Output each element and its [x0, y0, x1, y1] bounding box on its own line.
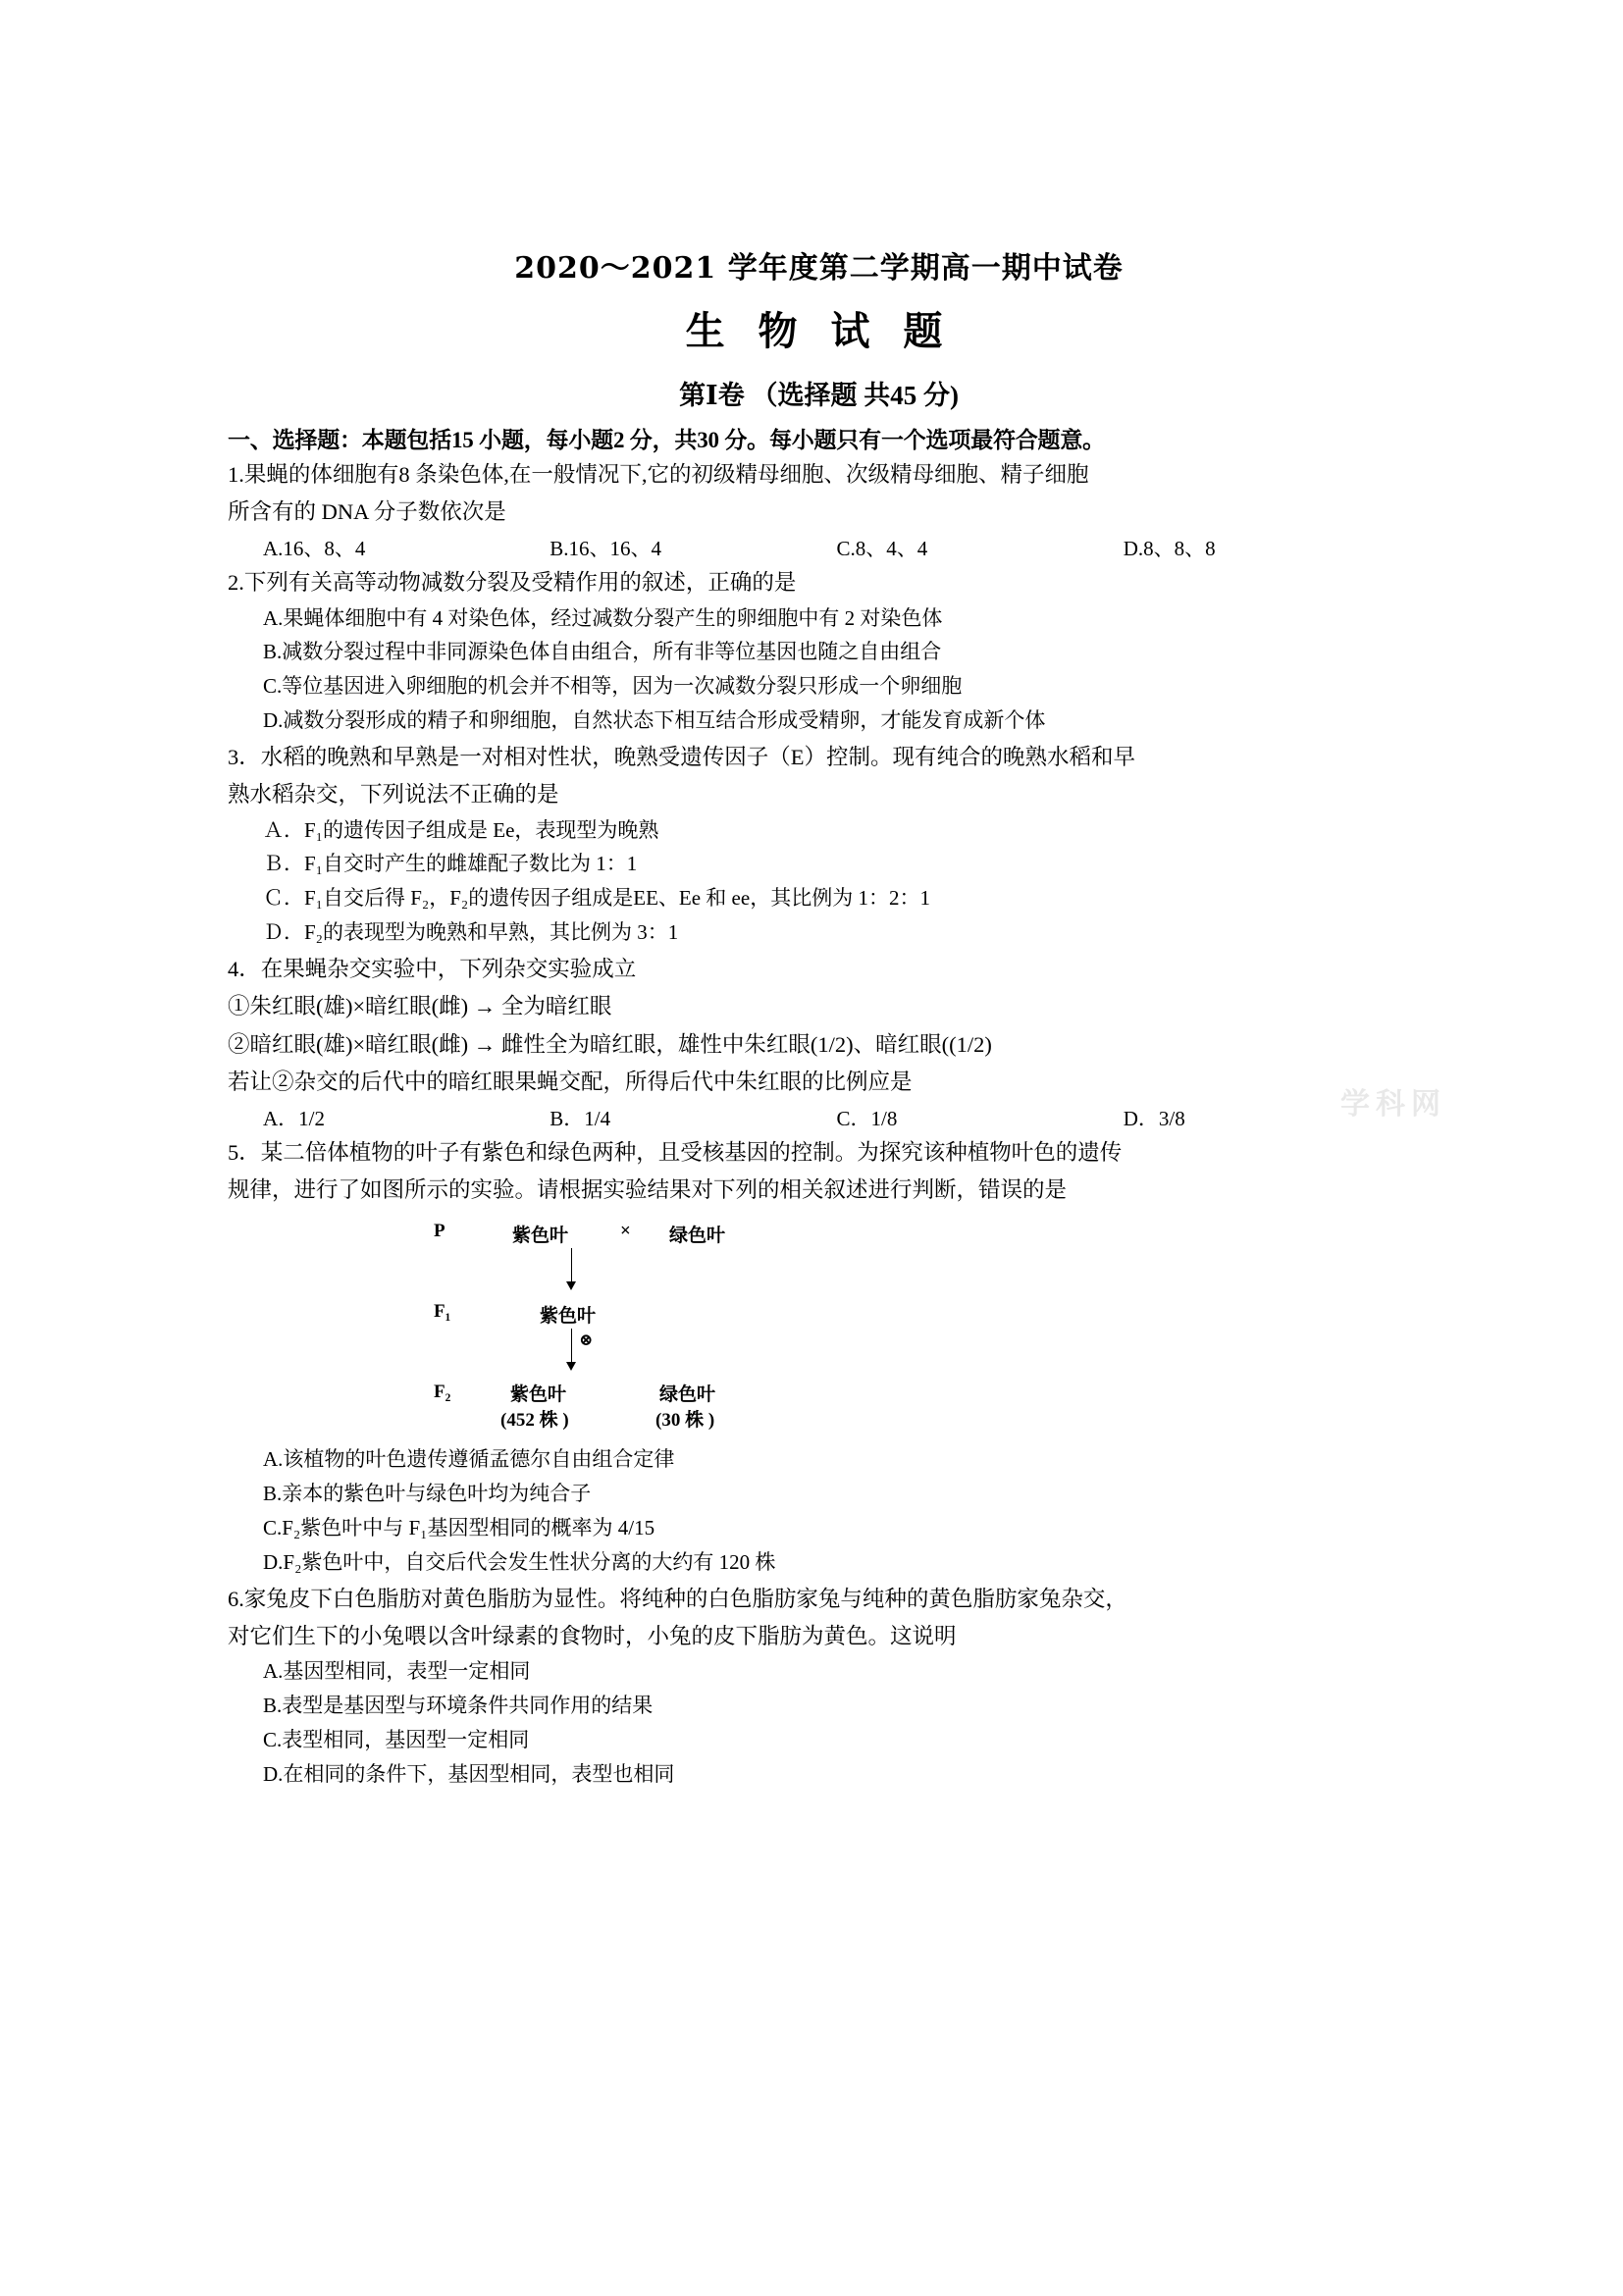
question-stem-line: 1.果蝇的体细胞有8 条染色体,在一般情况下,它的初级精母细胞、次级精母细胞、精子细胞: [228, 462, 1089, 487]
f1-purple-leaf: 紫色叶: [540, 1306, 597, 1328]
cross-symbol: ×: [620, 1221, 631, 1242]
option-d[interactable]: D.在相同的条件下，基因型相同，表型也相同: [263, 1762, 675, 1787]
arrow-head-f1-to-f2: [566, 1362, 576, 1371]
question-options: [228, 1103, 1410, 1132]
question-6: [228, 1583, 1410, 1791]
option-b[interactable]: B.减数分裂过程中非同源染色体自由组合，所有非等位基因也随之自由组合: [263, 640, 942, 664]
question-stem-line: 6.家兔皮下白色脂肪对黄色脂肪为显性。将纯种的白色脂肪家兔与纯种的黄色脂肪家兔杂交，: [228, 1586, 1127, 1611]
question-stem-line: 若让②杂交的后代中的暗红眼果蝇交配，所得后代中朱红眼的比例应是: [228, 1069, 913, 1094]
question-stem-line: 4．在果蝇杂交实验中，下列杂交实验成立: [228, 957, 637, 982]
f2-purple-count: (452 株 ): [500, 1410, 569, 1432]
question-5: [228, 1136, 1410, 1579]
question-stem-line: 熟水稻杂交，下列说法不正确的是: [228, 782, 559, 808]
paper-content: [228, 243, 1410, 1791]
f2-purple-leaf: 紫色叶: [510, 1384, 567, 1406]
option-c[interactable]: C．1/8: [836, 1106, 898, 1130]
question-4: [228, 953, 1410, 1132]
parent-purple-leaf: 紫色叶: [512, 1226, 569, 1247]
option-d[interactable]: D.减数分裂形成的精子和卵细胞，自然状态下相互结合形成受精卵，才能发育成新个体: [263, 708, 1046, 733]
cross-experiment-1: ①朱红眼(雄)×暗红眼(雌) → 全为暗红眼: [228, 994, 612, 1019]
arrow-line-p-to-f1: [571, 1248, 572, 1283]
option-b[interactable]: B.亲本的紫色叶与绿色叶均为纯合子: [263, 1482, 592, 1506]
generation-label-f1: F₁: [434, 1301, 451, 1323]
question-stem-line: 所含有的 DNA 分子数依次是: [228, 499, 506, 525]
arrow-line-f1-to-f2: [571, 1329, 572, 1364]
self-pollination-icon: ⊗: [579, 1331, 594, 1350]
genetics-cross-diagram: [228, 1215, 1410, 1440]
question-stem-line: 2.下列有关高等动物减数分裂及受精作用的叙述，正确的是: [228, 570, 797, 596]
option-c[interactable]: C.表型相同，基因型一定相同: [263, 1728, 530, 1752]
question-stem-line: 3．水稻的晚熟和早熟是一对相对性状，晚熟受遗传因子（E）控制。现有纯合的晚熟水稻和早: [228, 745, 1135, 770]
option-a[interactable]: A.果蝇体细胞中有 4 对染色体，经过减数分裂产生的卵细胞中有 2 对染色体: [263, 605, 943, 630]
question-2: [228, 566, 1410, 737]
generation-label-f2: F₂: [434, 1382, 451, 1403]
option-d[interactable]: D.F₂紫色叶中，自交后代会发生性状分离的大约有 120 株: [263, 1550, 776, 1575]
option-a[interactable]: A．1/2: [263, 1106, 325, 1130]
cross-experiment-2: ②暗红眼(雄)×暗红眼(雌) → 雌性全为暗红眼，雄性中朱红眼(1/2)、暗红眼((1/2): [228, 1031, 992, 1057]
option-a[interactable]: A.基因型相同，表型一定相同: [263, 1659, 531, 1684]
part-instructions: 一、选择题：本题包括15 小题，每小题2 分，共30 分。每小题只有一个选项最符合题意。: [228, 428, 1105, 452]
watermark: 学科网: [1340, 1088, 1446, 1121]
option-c[interactable]: C.等位基因进入卵细胞的机会并不相等，因为一次减数分裂只形成一个卵细胞: [263, 674, 963, 699]
option-d[interactable]: D．3/8: [1123, 1106, 1185, 1130]
option-b[interactable]: B．1/4: [550, 1106, 611, 1130]
option-a[interactable]: A.16、8、4: [263, 537, 366, 561]
option-d[interactable]: D.8、8、8: [1123, 537, 1216, 561]
page-subtitle: 生 物 试 题: [685, 308, 953, 354]
question-stem-line: 对它们生下的小兔喂以含叶绿素的食物时，小兔的皮下脂肪为黄色。这说明: [228, 1624, 957, 1649]
question-stem-line: 规律，进行了如图所示的实验。请根据实验结果对下列的相关叙述进行判断，错误的是: [228, 1177, 1068, 1203]
option-c[interactable]: C.8、4、4: [836, 537, 928, 561]
arrow-head-p-to-f1: [566, 1281, 576, 1290]
option-a[interactable]: A.该植物的叶色遗传遵循孟德尔自由组合定律: [263, 1447, 675, 1472]
option-d[interactable]: Ｄ．F₂的表现型为晚熟和早熟，其比例为 3：1: [263, 920, 679, 945]
option-c[interactable]: Ｃ．F₁自交后得 F₂，F₂的遗传因子组成是EE、Ee 和 ee，其比例为 1：2：1: [263, 886, 930, 911]
question-stem-line: 5．某二倍体植物的叶子有紫色和绿色两种，且受核基因的控制。为探究该种植物叶色的遗传: [228, 1139, 1123, 1165]
option-b[interactable]: B.表型是基因型与环境条件共同作用的结果: [263, 1694, 654, 1718]
f2-green-leaf: 绿色叶: [659, 1384, 716, 1406]
option-b[interactable]: Ｂ．F₁自交时产生的雌雄配子数比为 1：1: [263, 852, 638, 876]
parent-green-leaf: 绿色叶: [669, 1226, 726, 1247]
page-title: 2020～2021 学年度第二学期高一期中试卷: [514, 251, 1124, 286]
option-c[interactable]: C.F₂紫色叶中与 F₁基因型相同的概率为 4/15: [263, 1516, 655, 1540]
generation-label-p: P: [434, 1221, 445, 1242]
f2-green-count: (30 株 ): [655, 1410, 715, 1432]
section-heading: 第Ⅰ卷 （选择题 共45 分): [679, 381, 959, 410]
option-a[interactable]: Ａ．F₁的遗传因子组成是 Ee，表现型为晚熟: [263, 817, 659, 842]
question-options: [228, 533, 1410, 562]
question-1: [228, 458, 1410, 562]
option-b[interactable]: B.16、16、4: [550, 537, 662, 561]
question-3: [228, 741, 1410, 949]
